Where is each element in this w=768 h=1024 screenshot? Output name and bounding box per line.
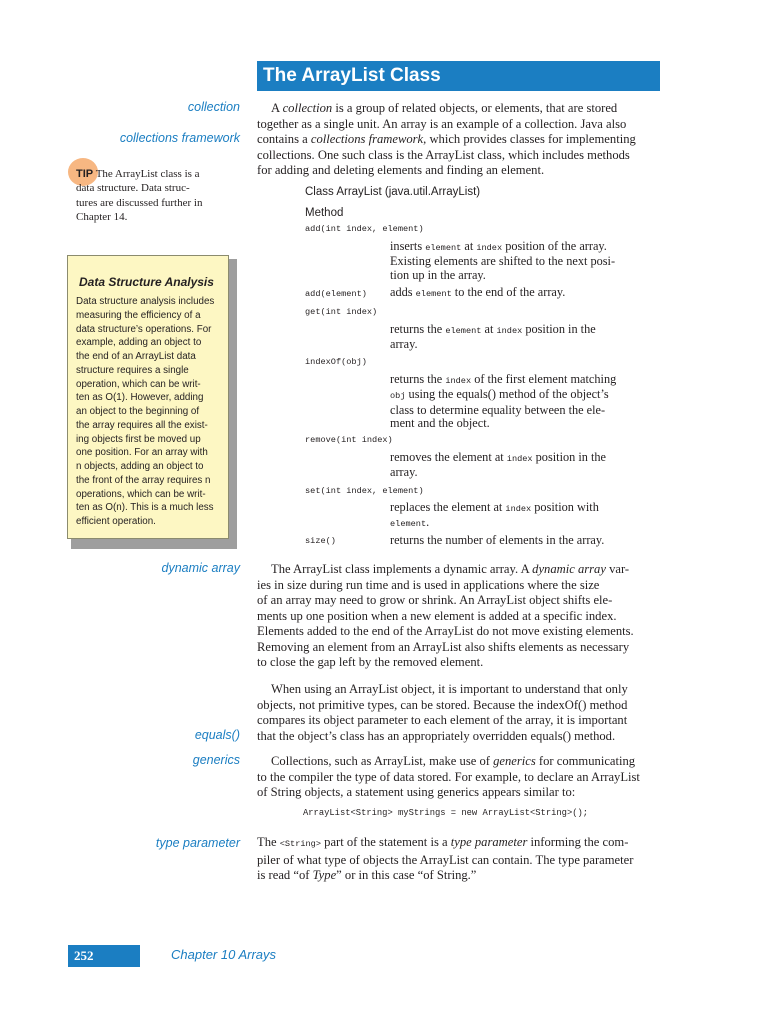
method-description: adds element to the end of the array.: [390, 285, 566, 299]
arraylist-usage-paragraph: When using an ArrayList object, it is important to understand that only objects, not primitive types, can be stored. Because the indexOf() method compares its object parameter to each element of the array, it is important that the object’s class has an appropriately overridden equals() method.: [257, 682, 628, 743]
method-signature: add(element): [305, 289, 367, 299]
method-description: returns the index of the first element matching obj using the equals() method of the object’s class to determine equality between the ele- ment and the object.: [390, 372, 617, 431]
method-description: replaces the element at index position with element.: [390, 500, 599, 530]
margin-term-type-parameter: type parameter: [155, 836, 240, 850]
class-header: Class ArrayList (java.util.ArrayList): [305, 186, 481, 198]
generics-paragraph: Collections, such as ArrayList, make use of generics for communicating to the compiler the type of data stored. For example, to declare an ArrayList of String objects, a statement using generics appears similar to:: [257, 754, 640, 799]
intro-paragraph: A collection is a group of related objects, or elements, that are stored together as a single unit. An array is an example of a collection. Java also contains a collections framework, which provides classes for implementing collections. One such class is the ArrayList class, which includes methods for adding and deleting elements and finding an element.: [257, 101, 636, 177]
method-description: removes the element at index position in the array.: [390, 450, 607, 480]
method-signature: remove(int index): [305, 435, 393, 445]
page-number: 252: [74, 948, 94, 963]
method-description: inserts element at index position of the array. Existing elements are shifted to the next posi- tion up in the array.: [390, 239, 616, 282]
method-header: Method: [305, 207, 344, 219]
code-example: ArrayList<String> myStrings = new ArrayList<String>();: [303, 808, 589, 818]
method-signature: add(int index, element): [305, 224, 424, 234]
method-description: returns the element at index position in the array.: [390, 322, 596, 352]
sidebar-title: Data Structure Analysis: [79, 275, 214, 289]
method-description: returns the number of elements in the array.: [390, 533, 605, 547]
method-signature: size(): [305, 536, 336, 546]
margin-term-equals: equals(): [194, 728, 240, 742]
tip-label: TIP: [76, 168, 94, 180]
method-signature: get(int index): [305, 307, 378, 317]
chapter-title: Chapter 10 Arrays: [171, 947, 277, 962]
section-title-bar: [257, 61, 660, 91]
type-parameter-paragraph: The <String> part of the statement is a type parameter informing the com- piler of what type of objects the ArrayList can contain. The type parameter is read “of Type” or in this case “of String.”: [257, 835, 634, 882]
method-signature: indexOf(obj): [305, 357, 367, 367]
margin-term-generics: generics: [192, 753, 240, 767]
method-signature: set(int index, element): [305, 486, 424, 496]
tip-note: TIP The ArrayList class is a data structure. Data struc- tures are discussed further in Chapter 14.: [76, 168, 203, 224]
margin-term-collections-framework: collections framework: [119, 131, 240, 145]
dynamic-array-paragraph: The ArrayList class implements a dynamic array. A dynamic array var- ies in size during run time and is used in applications where the size of an array may need to grow or shrink. An ArrayList object shifts ele- ments up one position when a new element is added at a specific index. Elements added to the end of the ArrayList do not move existing elements. Removing an element from an ArrayList also shifts elements as necessary to close the gap left by the removed element.: [257, 562, 634, 669]
sidebar-body: Data structure analysis includes measuring the efficiency of a data structure’s operations. For example, adding an object to the end of an ArrayList data structure requires a single operation, which can be writ- ten as O(1). However, adding an object to the beginning of the array requires all the exist- ing objects first be moved up one position. For an array with n objects, adding an object to the front of the array requires n operations, which can be writ- ten as O(n). This is a much less efficient operation.: [76, 296, 215, 527]
margin-term-collection: collection: [187, 100, 240, 114]
margin-term-dynamic-array: dynamic array: [161, 561, 240, 575]
section-title: The ArrayList Class: [263, 65, 441, 86]
